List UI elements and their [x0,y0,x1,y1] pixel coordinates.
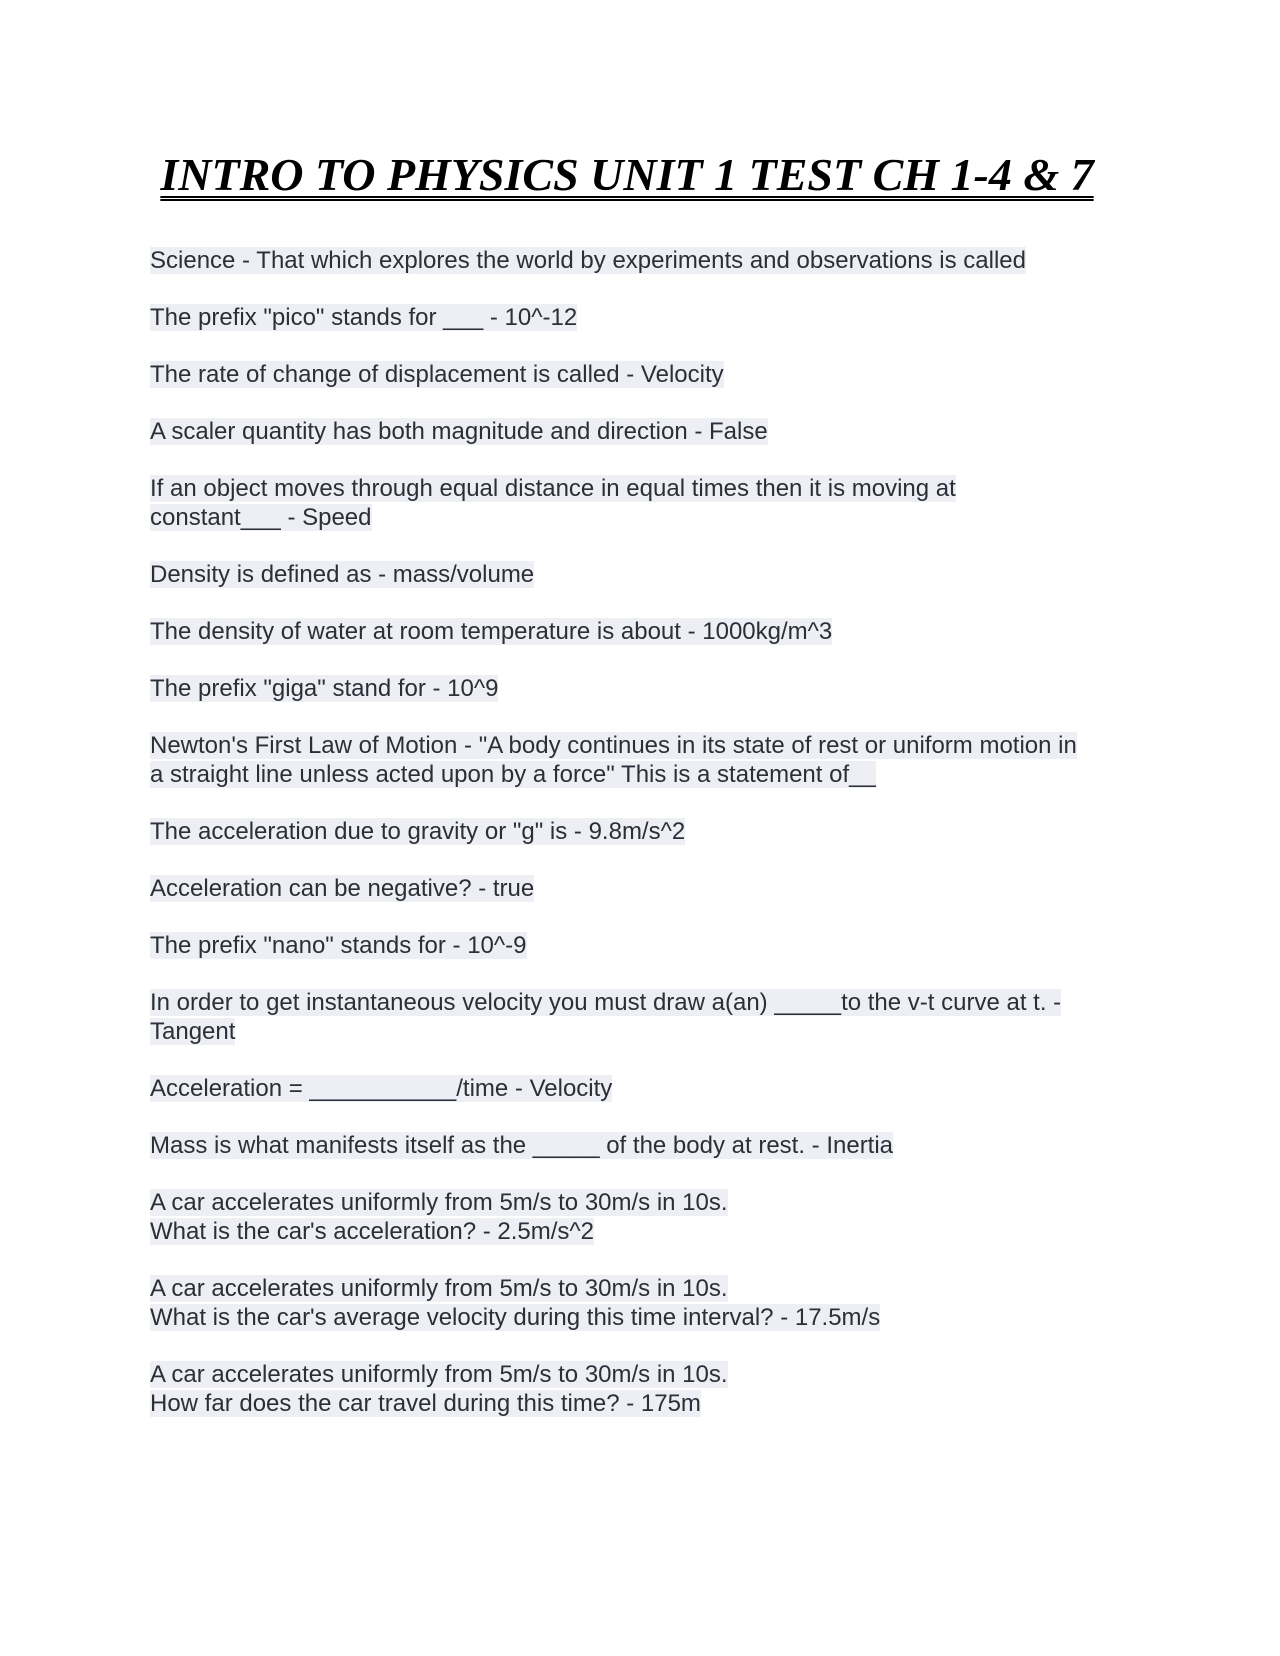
qa-line: A scaler quantity has both magnitude and direction - False [150,418,768,445]
qa-item [150,1131,1130,1160]
qa-item [150,474,1130,532]
qa-line: The prefix "nano" stands for - 10^-9 [150,932,527,959]
qa-line: A car accelerates uniformly from 5m/s to 30m/s in 10s. [150,1189,728,1216]
qa-item [150,817,1130,846]
qa-line: A car accelerates uniformly from 5m/s to 30m/s in 10s. [150,1275,728,1302]
qa-line: a straight line unless acted upon by a force" This is a statement of__ [150,761,876,788]
qa-item [150,874,1130,903]
qa-item [150,1074,1130,1103]
qa-item [150,617,1130,646]
qa-line: Acceleration can be negative? - true [150,875,535,902]
qa-line: Science - That which explores the world by experiments and observations is called [150,247,1026,274]
qa-line: How far does the car travel during this time? - 175m [150,1390,701,1417]
qa-line: If an object moves through equal distance in equal times then it is moving at [150,475,956,502]
qa-line: constant___ - Speed [150,504,372,531]
qa-line: The acceleration due to gravity or "g" is - 9.8m/s^2 [150,818,686,845]
qa-item [150,1360,1130,1418]
qa-item [150,1188,1130,1246]
qa-item [150,360,1130,389]
qa-item [150,303,1130,332]
qa-item [150,1274,1130,1332]
qa-line: A car accelerates uniformly from 5m/s to 30m/s in 10s. [150,1361,728,1388]
qa-item [150,731,1130,789]
qa-line: The prefix "giga" stand for - 10^9 [150,675,499,702]
qa-line: Newton's First Law of Motion - "A body continues in its state of rest or uniform motion in [150,732,1077,759]
qa-line: Tangent [150,1018,236,1045]
qa-item [150,931,1130,960]
qa-line: The prefix "pico" stands for ___ - 10^-12 [150,304,578,331]
qa-item [150,674,1130,703]
qa-item [150,988,1130,1046]
question-answer-list [150,246,1130,1446]
qa-line: What is the car's average velocity during this time interval? - 17.5m/s [150,1304,881,1331]
qa-line: The density of water at room temperature is about - 1000kg/m^3 [150,618,833,645]
qa-line: Mass is what manifests itself as the _____ of the body at rest. - Inertia [150,1132,894,1159]
document-title: INTRO TO PHYSICS UNIT 1 TEST CH 1-4 & 7 [160,149,1094,200]
qa-line: In order to get instantaneous velocity you must draw a(an) _____to the v-t curve at t. - [150,989,1062,1016]
qa-line: The rate of change of displacement is called - Velocity [150,361,724,388]
qa-line: Acceleration = ___________/time - Velocity [150,1075,613,1102]
qa-item [150,246,1130,275]
qa-line: What is the car's acceleration? - 2.5m/s^2 [150,1218,595,1245]
title-container [0,148,1280,202]
qa-item [150,417,1130,446]
qa-item [150,560,1130,589]
qa-line: Density is defined as - mass/volume [150,561,535,588]
